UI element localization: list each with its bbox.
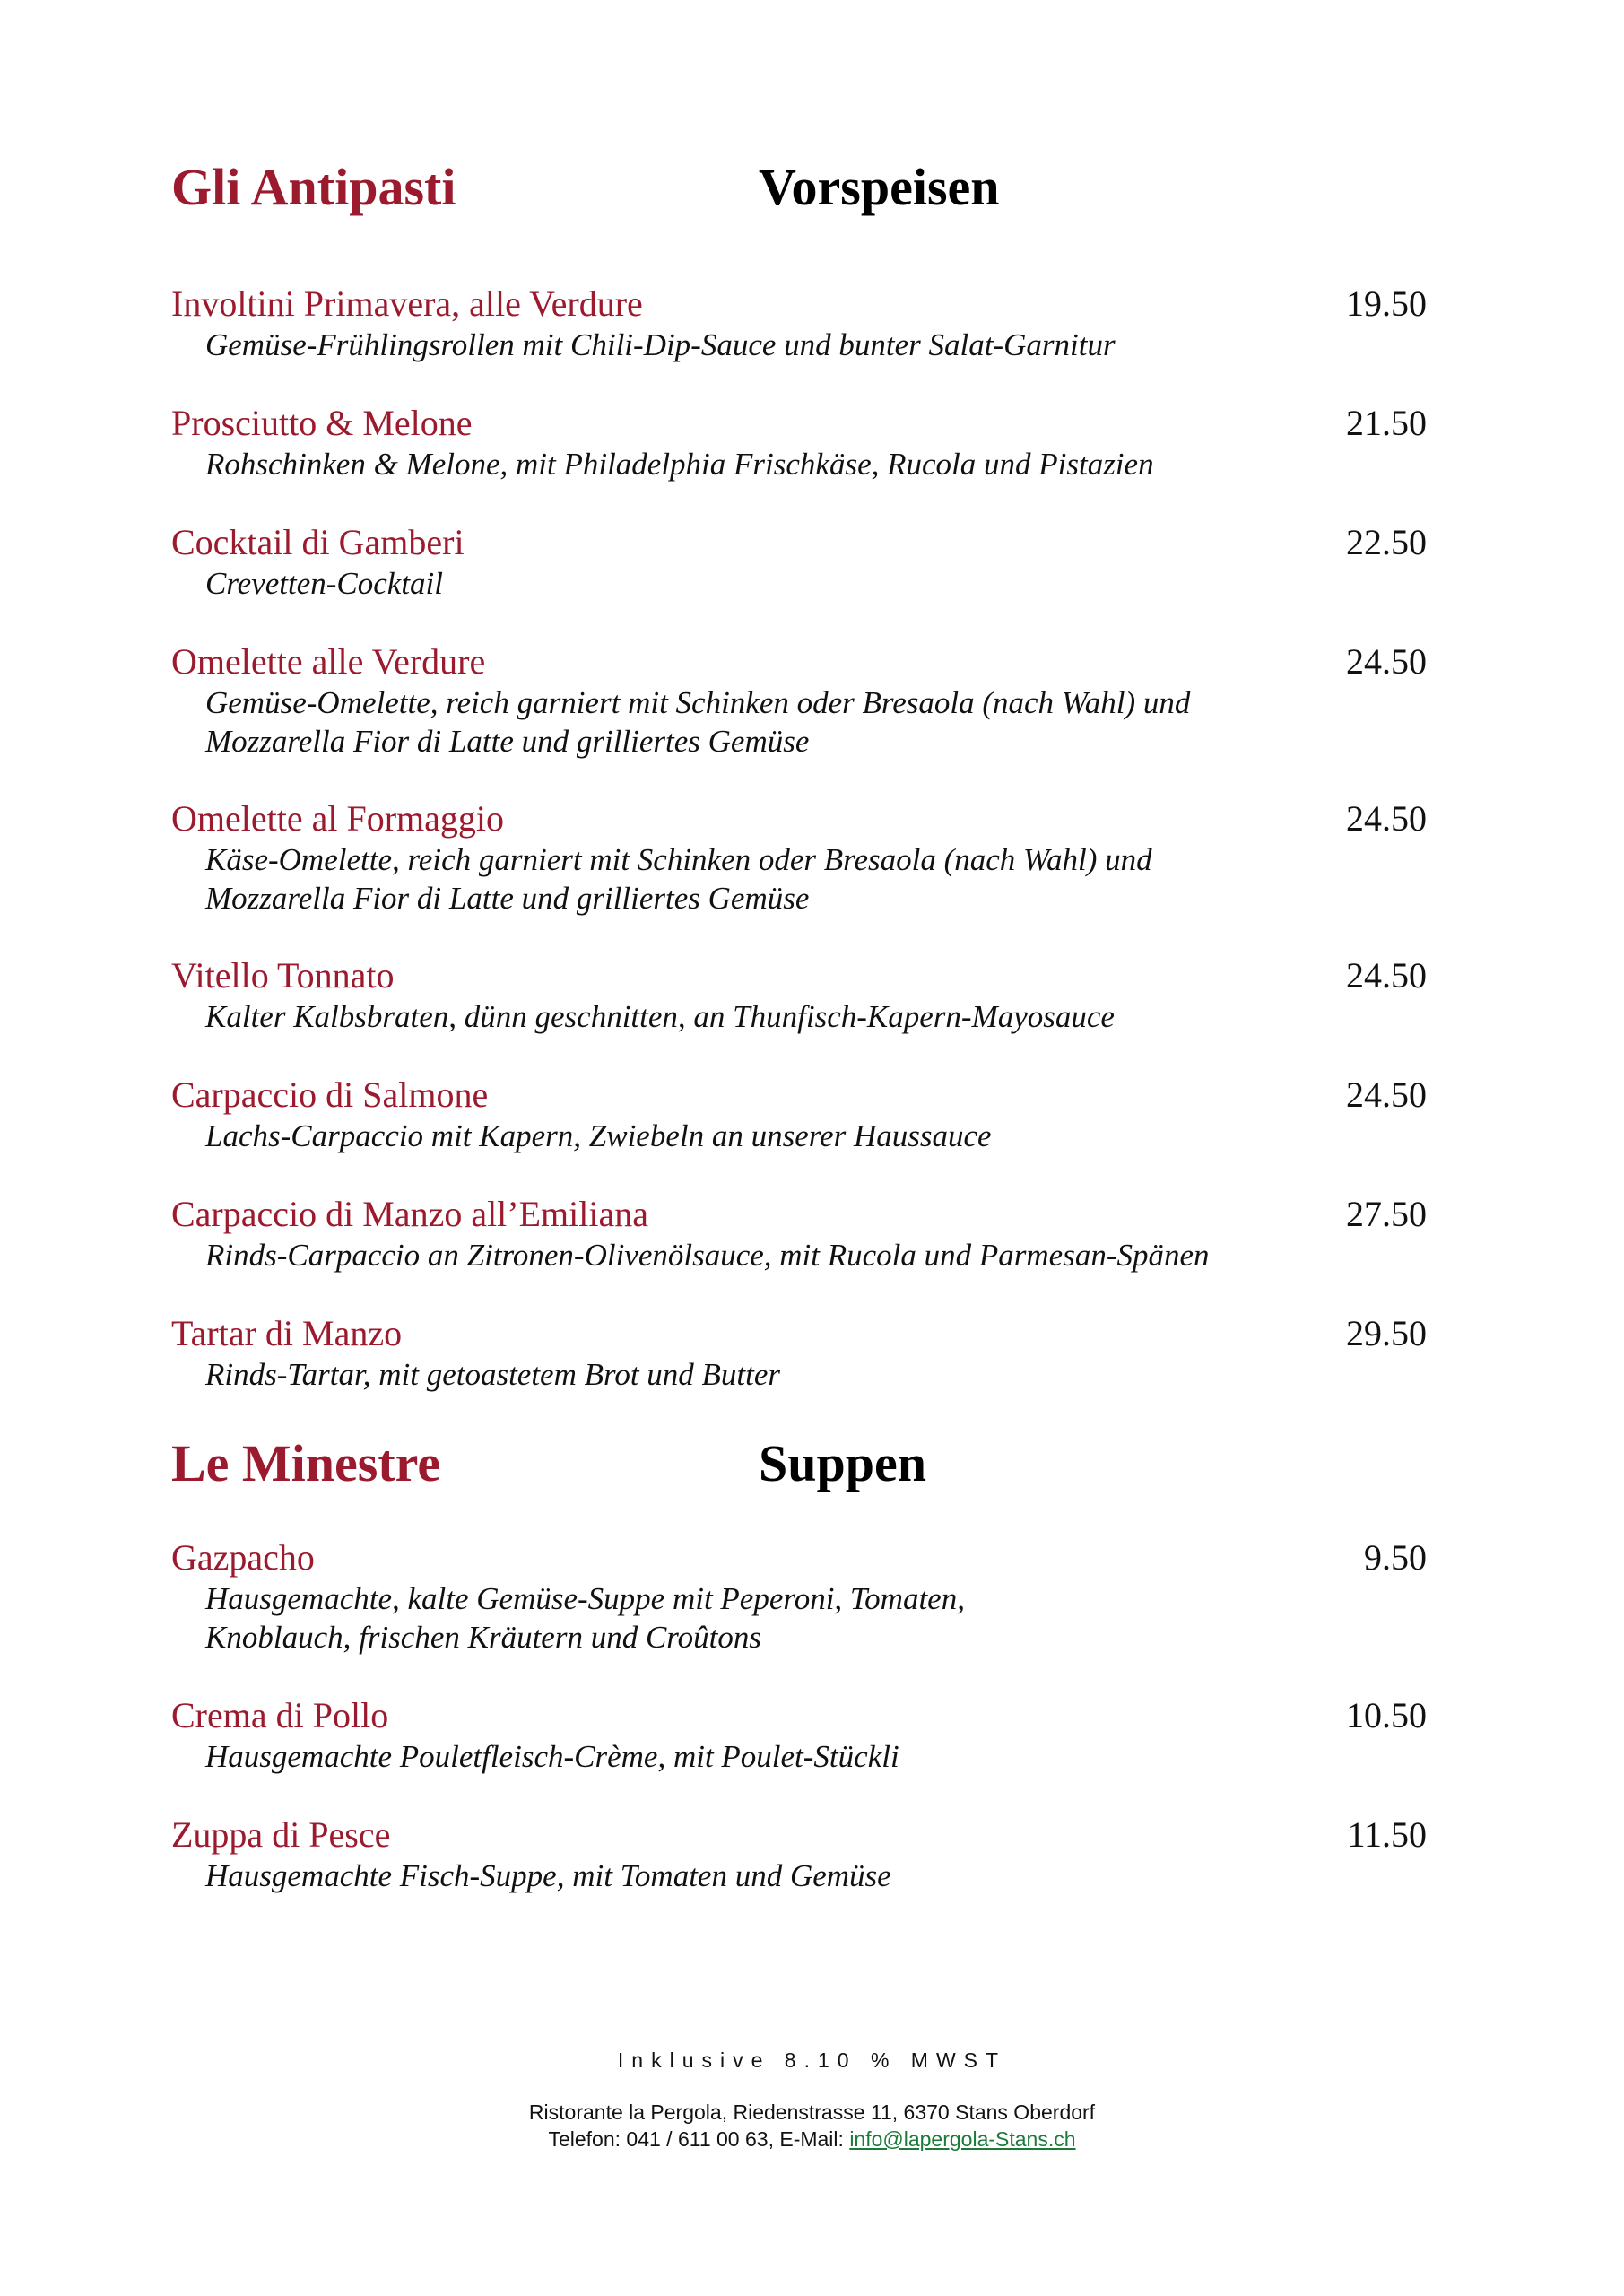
item-description-line: Rohschinken & Melone, mit Philadelphia Frischkäse, Rucola und Pistazien <box>205 447 1154 482</box>
item-description-line: Gemüse-Frühlingsrollen mit Chili-Dip-Sauce und bunter Salat-Garnitur <box>205 327 1116 362</box>
item-description-line: Käse-Omelette, reich garniert mit Schinken oder Bresaola (nach Wahl) und <box>205 842 1152 877</box>
item-price: 10.50 <box>1346 1695 1427 1735</box>
section-title-italian: Gli Antipasti <box>171 158 456 216</box>
item-description <box>205 564 443 603</box>
item-description-line: Hausgemachte, kalte Gemüse-Suppe mit Peperoni, Tomaten, <box>205 1581 965 1616</box>
item-price: 24.50 <box>1346 1074 1427 1115</box>
item-price: 22.50 <box>1346 522 1427 562</box>
contact-block <box>0 2099 1624 2152</box>
item-description-line: Hausgemachte Pouletfleisch-Crème, mit Poulet-Stückli <box>205 1739 899 1774</box>
item-description <box>205 1579 965 1657</box>
section-title-german: Suppen <box>759 1434 927 1492</box>
item-description-line: Gemüse-Omelette, reich garniert mit Schinken oder Bresaola (nach Wahl) und <box>205 685 1191 720</box>
item-description <box>205 1236 1210 1274</box>
item-description <box>205 445 1154 483</box>
item-price: 9.50 <box>1364 1537 1427 1578</box>
item-price: 24.50 <box>1346 641 1427 682</box>
item-description <box>205 840 1152 918</box>
section-title-german: Vorspeisen <box>759 158 1000 216</box>
item-name: Vitello Tonnato <box>171 955 395 996</box>
item-name: Carpaccio di Salmone <box>171 1074 489 1115</box>
vat-note: Inklusive 8.10 % MWST <box>617 2048 1007 2072</box>
address-line: Ristorante la Pergola, Riedenstrasse 11, 6370 Stans Oberdorf <box>528 2100 1096 2124</box>
item-description <box>205 326 1116 364</box>
item-name: Omelette alle Verdure <box>171 641 486 682</box>
email-link[interactable]: info@lapergola-Stans.ch <box>849 2127 1076 2151</box>
contact-line <box>0 2126 1624 2152</box>
item-description <box>205 1117 992 1155</box>
item-name: Zuppa di Pesce <box>171 1814 391 1855</box>
item-name: Cocktail di Gamberi <box>171 522 465 562</box>
item-description-line: Hausgemachte Fisch-Suppe, mit Tomaten und Gemüse <box>205 1858 891 1893</box>
item-description-line: Rinds-Carpaccio an Zitronen-Olivenölsauce, mit Rucola und Parmesan-Spänen <box>205 1238 1210 1273</box>
item-price: 21.50 <box>1346 403 1427 443</box>
item-description-line: Crevetten-Cocktail <box>205 566 443 601</box>
item-price: 29.50 <box>1346 1313 1427 1353</box>
item-name: Crema di Pollo <box>171 1695 389 1735</box>
item-name: Omelette al Formaggio <box>171 798 505 839</box>
item-description-line: Knoblauch, frischen Kräutern und Croûtons <box>205 1620 761 1655</box>
phone-text: Telefon: 041 / 611 00 63, E-Mail: <box>548 2127 850 2151</box>
item-price: 27.50 <box>1346 1194 1427 1234</box>
item-name: Prosciutto & Melone <box>171 403 473 443</box>
item-description <box>205 1737 899 1776</box>
item-description-line: Lachs-Carpaccio mit Kapern, Zwiebeln an unserer Haussauce <box>205 1118 992 1153</box>
item-description-line: Mozzarella Fior di Latte und grilliertes Gemüse <box>205 724 810 759</box>
item-name: Carpaccio di Manzo all’Emiliana <box>171 1194 649 1234</box>
item-description-line: Rinds-Tartar, mit getoastetem Brot und Butter <box>205 1357 781 1392</box>
item-description <box>205 1857 891 1895</box>
item-price: 11.50 <box>1347 1814 1427 1855</box>
item-description-line: Kalter Kalbsbraten, dünn geschnitten, an Thunfisch-Kapern-Mayosauce <box>205 999 1115 1034</box>
item-price: 24.50 <box>1346 798 1427 839</box>
item-name: Gazpacho <box>171 1537 315 1578</box>
item-price: 24.50 <box>1346 955 1427 996</box>
section-title-italian: Le Minestre <box>171 1434 441 1492</box>
item-name: Tartar di Manzo <box>171 1313 403 1353</box>
item-description <box>205 997 1115 1036</box>
item-price: 19.50 <box>1346 283 1427 324</box>
item-description-line: Mozzarella Fior di Latte und grilliertes Gemüse <box>205 881 810 916</box>
item-name: Involtini Primavera, alle Verdure <box>171 283 643 324</box>
item-description <box>205 1355 780 1394</box>
item-description <box>205 683 1190 761</box>
